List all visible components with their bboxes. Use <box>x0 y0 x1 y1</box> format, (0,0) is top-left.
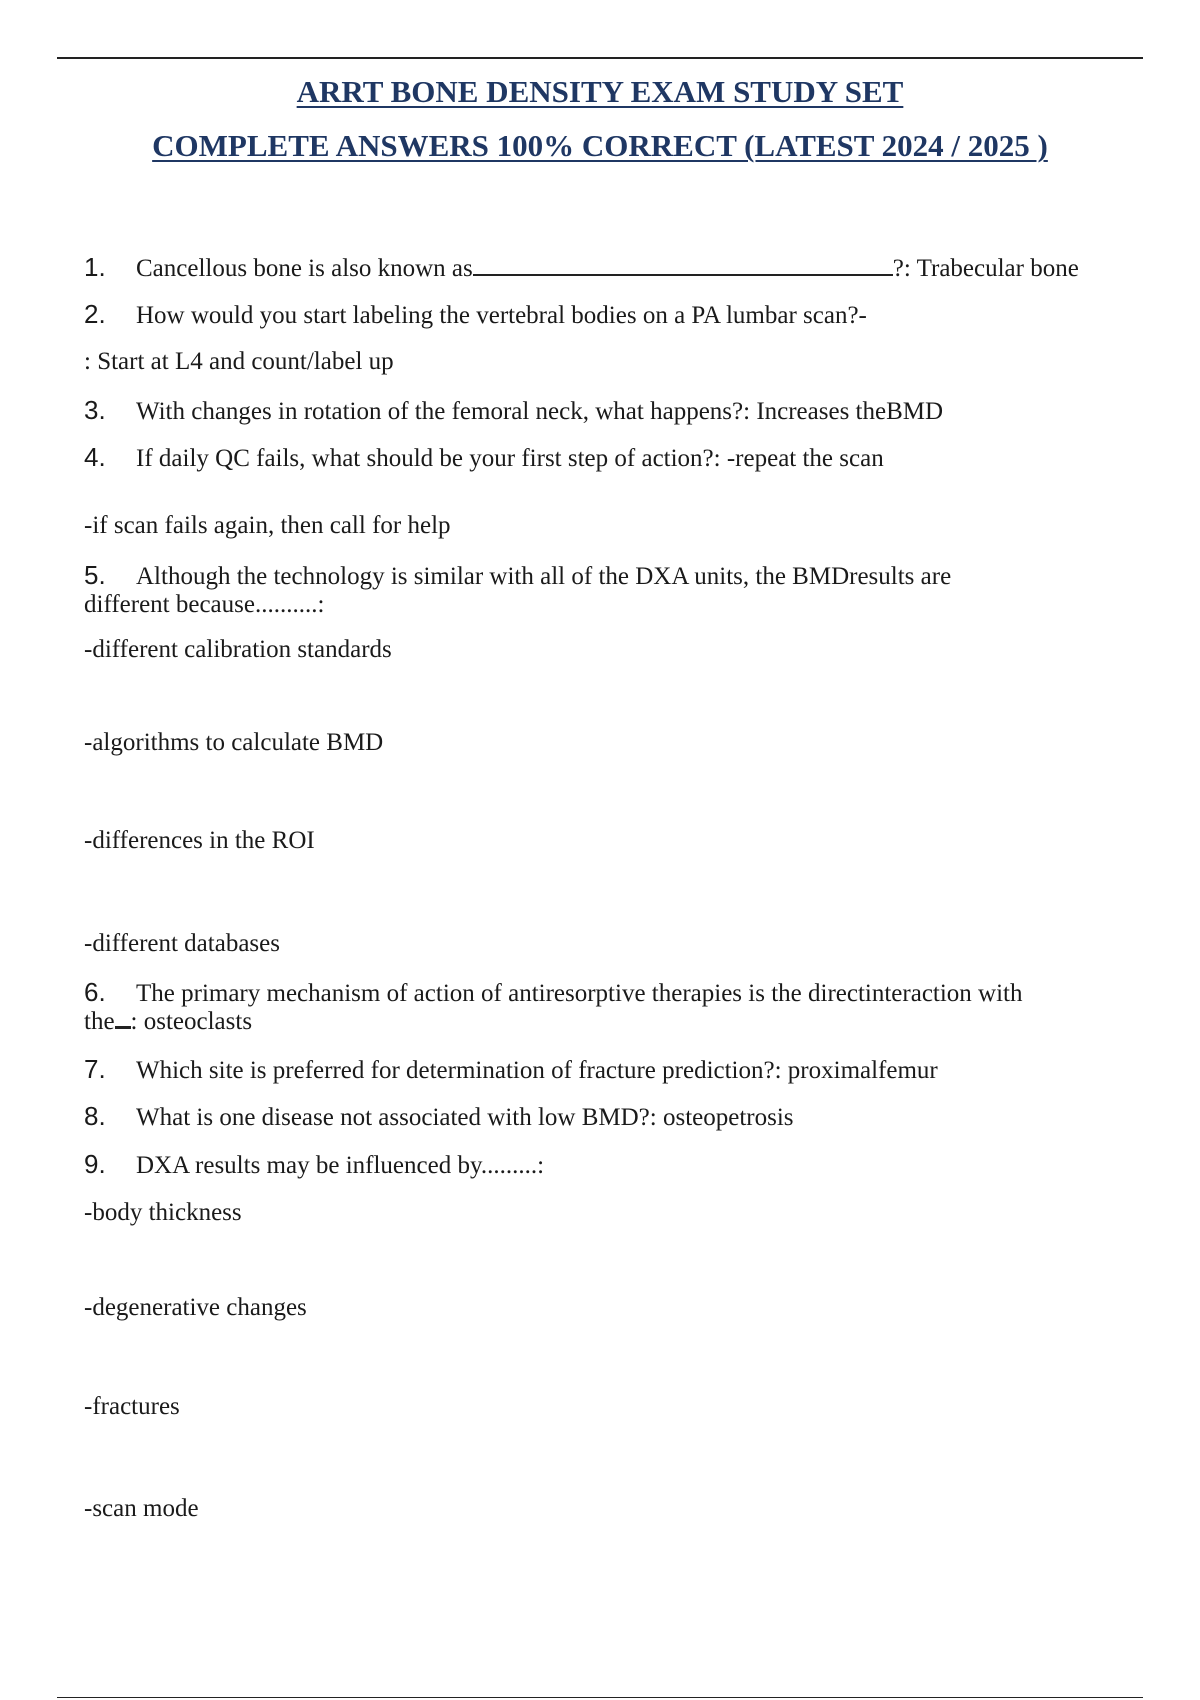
answer-9-item: -degenerative changes <box>84 1294 307 1321</box>
answer-9-item: -fractures <box>84 1393 180 1420</box>
question-9: 9. DXA results may be influenced by.........: <box>84 1149 545 1179</box>
answer-9-item: -body thickness <box>84 1199 242 1226</box>
answer-blank <box>115 1016 131 1029</box>
question-4: 4. If daily QC fails, what should be your first step of action?: -repeat the scan <box>84 442 884 472</box>
document-subtitle: COMPLETE ANSWERS 100% CORRECT (LATEST 2024 / 2025 ) <box>152 128 1048 163</box>
answer-blank <box>473 256 893 276</box>
answer-5-item: -algorithms to calculate BMD <box>84 729 384 756</box>
bottom-rule <box>57 1697 1143 1698</box>
question-5: 5. Although the technology is similar with all of the DXA units, the BMDresults are <box>84 560 952 590</box>
question-3: 3. With changes in rotation of the femoral neck, what happens?: Increases theBMD <box>84 395 944 425</box>
question-5-continued: different because..........: <box>84 591 325 618</box>
document-title: ARRT BONE DENSITY EXAM STUDY SET <box>296 74 904 109</box>
answer-5-item: -differences in the ROI <box>84 827 315 854</box>
top-rule <box>57 57 1143 59</box>
question-8: 8. What is one disease not associated with low BMD?: osteopetrosis <box>84 1101 794 1131</box>
question-2: 2. How would you start labeling the vertebral bodies on a PA lumbar scan?- <box>84 299 867 329</box>
answer-2: : Start at L4 and count/label up <box>84 348 394 375</box>
question-1: 1. Cancellous bone is also known as ?: Trabecular bone <box>84 252 1079 282</box>
question-7: 7. Which site is preferred for determination of fracture prediction?: proximalfemur <box>84 1054 938 1084</box>
question-6: 6. The primary mechanism of action of antiresorptive therapies is the directinteraction with <box>84 977 1023 1007</box>
answer-5-item: -different databases <box>84 930 280 957</box>
answer-5-item: -different calibration standards <box>84 636 392 663</box>
answer-4: -if scan fails again, then call for help <box>84 512 451 539</box>
answer-9-item: -scan mode <box>84 1495 199 1522</box>
question-6-continued: the : osteoclasts <box>84 1008 253 1035</box>
